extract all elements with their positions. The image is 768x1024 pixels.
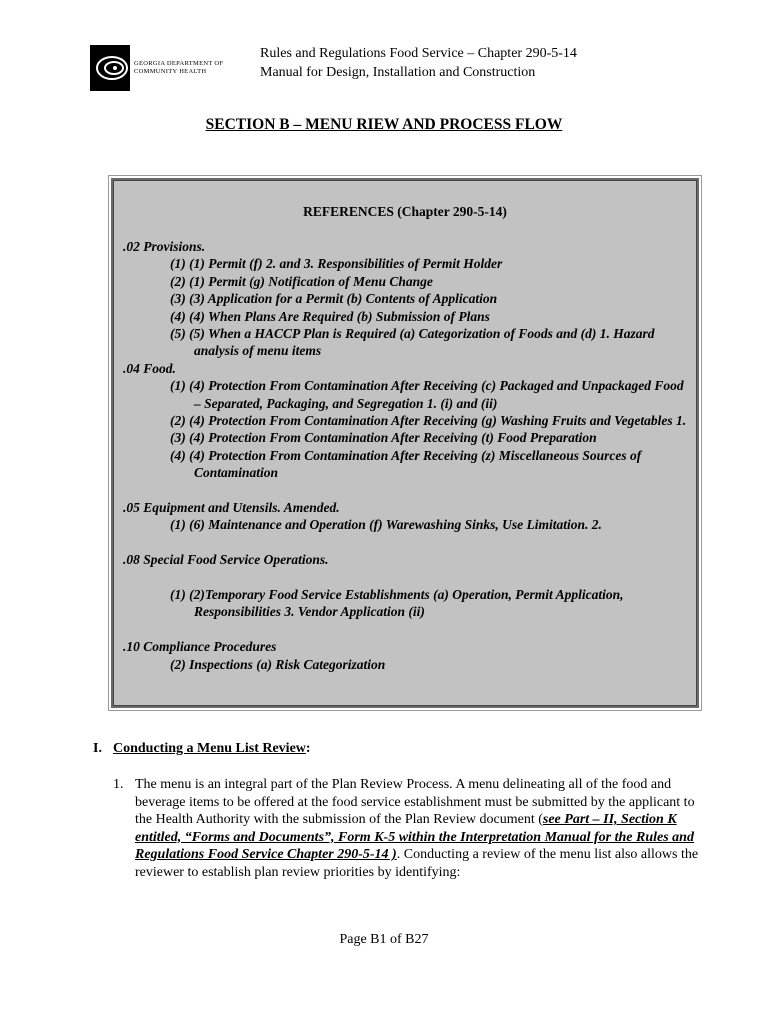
paragraph-1-reference-link[interactable]: see Part – II, Section K entitled, “Forms and Documents”, Form K-5 within the Interpretation Manual for the Rules and Regulations Food Service Chapter 290-5-14 ) <box>135 812 694 862</box>
reference-group-heading: .10 Compliance Procedures <box>123 639 277 655</box>
spacer <box>123 569 687 586</box>
paragraph-1-body <box>135 776 705 881</box>
reference-item: (5) (5) When a HACCP Plan is Required (a) Categorization of Foods and (d) 1. Hazard analysis of menu items <box>170 326 655 359</box>
references-box <box>111 178 699 708</box>
header-line2: Manual for Design, Installation and Construction <box>260 65 536 80</box>
logo-swirl-icon <box>90 45 130 91</box>
reference-item: (1) (6) Maintenance and Operation (f) Warewashing Sinks, Use Limitation. 2. <box>170 517 602 533</box>
logo-emblem <box>90 45 130 91</box>
logo-org-line1: GEORGIA DEPARTMENT OF <box>134 60 224 67</box>
logo-org-line2: COMMUNITY HEALTH <box>134 68 207 75</box>
page-footer: Page B1 of B27 <box>339 932 429 947</box>
reference-group-heading: .04 Food. <box>123 360 176 376</box>
reference-item: (2) (4) Protection From Contamination After Receiving (g) Washing Fruits and Vegetables 1. <box>170 413 687 429</box>
header-line1: Rules and Regulations Food Service – Chapter 290-5-14 <box>260 46 577 61</box>
reference-group-heading: .08 Special Food Service Operations. <box>123 552 329 568</box>
reference-item: (4) (4) Protection From Contamination After Receiving (z) Miscellaneous Sources of Contamination <box>170 447 642 481</box>
paragraph-1-number: 1. <box>113 777 124 792</box>
reference-item: (3) (3) Application for a Permit (b) Contents of Application <box>170 291 498 307</box>
paragraph-1-text-a: The menu is an integral part of the Plan Review Process. A menu delineating all of the food and beverage items to be offered at the food service establishment must be submitted by the applicant to the Health Authority with the submission of the Plan Review document ( <box>135 777 695 827</box>
spacer <box>123 482 687 499</box>
spacer <box>123 621 687 638</box>
paragraph-1-text-b: . Conducting a review of the menu list also allows the reviewer to establish plan review priorities by identifying: <box>135 847 699 880</box>
references-list <box>123 238 687 673</box>
reference-item: (1) (1) Permit (f) 2. and 3. Responsibilities of Permit Holder <box>170 256 503 272</box>
section-title: SECTION B – MENU RIEW AND PROCESS FLOW <box>205 116 563 133</box>
references-title: REFERENCES (Chapter 290-5-14) <box>303 204 507 219</box>
reference-item: (1) (2)Temporary Food Service Establishments (a) Operation, Permit Application, Responsibilities 3. Vendor Application (ii) <box>170 587 624 620</box>
reference-item: (2) Inspections (a) Risk Categorization <box>170 656 386 672</box>
reference-item: (3) (4) Protection From Contamination After Receiving (t) Food Preparation <box>170 430 597 446</box>
reference-item: (2) (1) Permit (g) Notification of Menu Change <box>170 273 433 289</box>
section-I-numeral: I. <box>93 741 102 756</box>
reference-group-heading: .05 Equipment and Utensils. Amended. <box>123 500 340 516</box>
section-I-title: Conducting a Menu List Review <box>113 741 306 756</box>
section-I-heading <box>93 741 311 757</box>
reference-item: (1) (4) Protection From Contamination After Receiving (c) Packaged and Unpackaged Food – Separated, Packaging, and Segregation 1. (i) and (ii) <box>170 378 684 411</box>
page-header <box>260 44 577 82</box>
reference-item: (4) (4) When Plans Are Required (b) Submission of Plans <box>170 308 490 324</box>
logo <box>90 45 228 91</box>
section-I-colon: : <box>305 741 311 756</box>
spacer <box>123 534 687 551</box>
logo-text <box>134 60 223 76</box>
paragraph-1 <box>113 776 705 881</box>
reference-group-heading: .02 Provisions. <box>123 239 206 254</box>
